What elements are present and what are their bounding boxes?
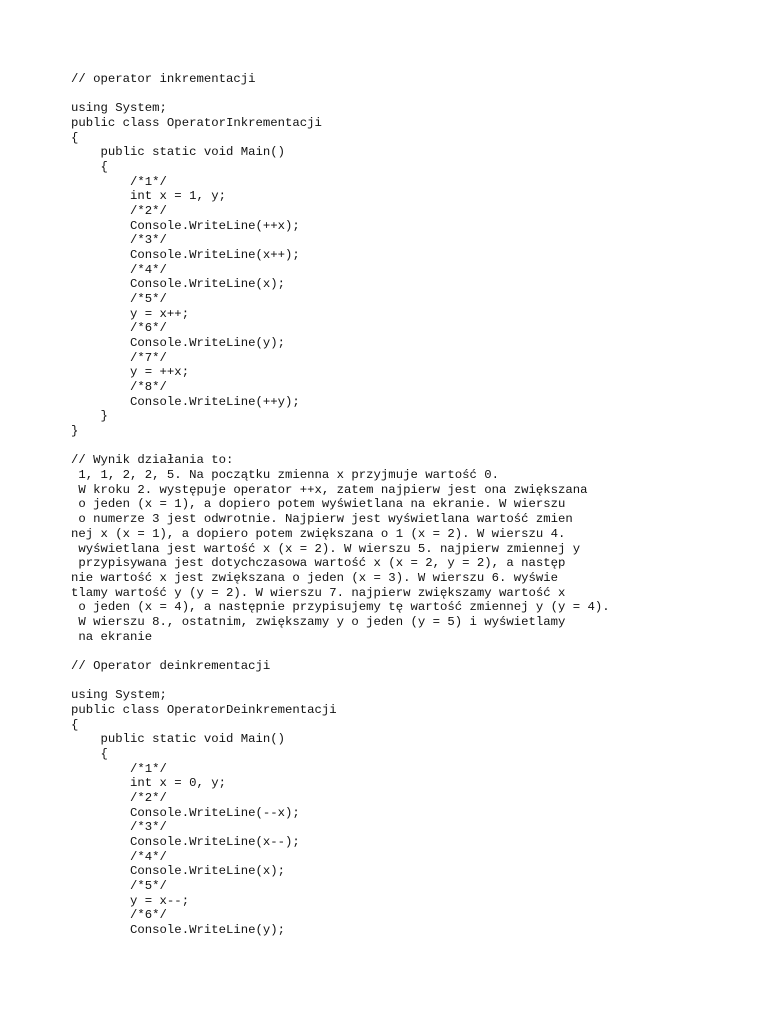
text-line: } — [71, 409, 108, 424]
text-line: /*2*/ — [71, 204, 167, 219]
text-line: tlamy wartość y (y = 2). W wierszu 7. najpierw zwiększamy wartość x — [71, 585, 566, 600]
text-line — [71, 439, 610, 454]
text-line: na ekranie — [71, 629, 153, 644]
text-line: /*6*/ — [71, 908, 167, 923]
text-line: // Operator deinkrementacji — [71, 658, 271, 673]
text-line: nej x (x = 1), a dopiero potem zwiększana o 1 (x = 2). W wierszu 4. — [71, 526, 566, 541]
text-line: o jeden (x = 1), a dopiero potem wyświetlana na ekranie. W wierszu — [71, 497, 566, 512]
text-line: 1, 1, 2, 2, 5. Na początku zmienna x przyjmuje wartość 0. — [71, 468, 500, 483]
text-line: public static void Main() — [71, 145, 286, 160]
text-line: Console.WriteLine(--x); — [71, 805, 300, 820]
text-line: /*4*/ — [71, 849, 167, 864]
text-line — [71, 674, 610, 689]
text-line: int x = 0, y; — [71, 776, 226, 791]
text-line: { — [71, 130, 79, 145]
text-line: Console.WriteLine(++x); — [71, 218, 300, 233]
text-line: y = ++x; — [71, 365, 190, 380]
code-listing — [71, 72, 610, 938]
text-line: int x = 1, y; — [71, 189, 226, 204]
text-line: y = x++; — [71, 306, 190, 321]
text-line: /*3*/ — [71, 820, 167, 835]
text-line: Console.WriteLine(y); — [71, 922, 286, 937]
text-line: Console.WriteLine(x); — [71, 864, 286, 879]
text-line: } — [71, 424, 79, 439]
text-line: Console.WriteLine(++y); — [71, 394, 300, 409]
text-line: /*8*/ — [71, 380, 167, 395]
text-line: using System; — [71, 101, 167, 116]
text-line: public static void Main() — [71, 732, 286, 747]
text-line: /*4*/ — [71, 262, 167, 277]
text-line: { — [71, 717, 79, 732]
text-line: o numerze 3 jest odwrotnie. Najpierw jest wyświetlana wartość zmien — [71, 512, 573, 527]
text-line: Console.WriteLine(x++); — [71, 248, 300, 263]
text-line: { — [71, 160, 108, 175]
text-line: using System; — [71, 688, 167, 703]
text-line: /*5*/ — [71, 292, 167, 307]
text-line: // Wynik działania to: — [71, 453, 234, 468]
text-line: Console.WriteLine(y); — [71, 336, 286, 351]
text-line: // operator inkrementacji — [71, 72, 256, 86]
text-line: o jeden (x = 4), a następnie przypisujemy tę wartość zmiennej y (y = 4). — [71, 600, 610, 615]
text-line: /*2*/ — [71, 790, 167, 805]
text-line: public class OperatorInkrementacji — [71, 116, 322, 131]
text-line: /*5*/ — [71, 878, 167, 893]
text-line: /*6*/ — [71, 321, 167, 336]
text-line: przypisywana jest dotychczasowa wartość x (x = 2, y = 2), a następ — [71, 556, 566, 571]
text-line: /*1*/ — [71, 761, 167, 776]
text-line: /*1*/ — [71, 174, 167, 189]
text-line: W kroku 2. występuje operator ++x, zatem najpierw jest ona zwiększana — [71, 482, 588, 497]
text-line — [71, 644, 610, 659]
text-line: y = x--; — [71, 893, 190, 908]
text-line: Console.WriteLine(x--); — [71, 834, 300, 849]
text-line: /*7*/ — [71, 350, 167, 365]
text-line: Console.WriteLine(x); — [71, 277, 286, 292]
text-line: W wierszu 8., ostatnim, zwiększamy y o jeden (y = 5) i wyświetlamy — [71, 614, 566, 629]
text-line: nie wartość x jest zwiększana o jeden (x = 3). W wierszu 6. wyświe — [71, 570, 559, 585]
text-line: { — [71, 746, 108, 761]
text-line: wyświetlana jest wartość x (x = 2). W wierszu 5. najpierw zmiennej y — [71, 541, 581, 556]
text-line: /*3*/ — [71, 233, 167, 248]
text-line — [71, 87, 610, 102]
text-line: public class OperatorDeinkrementacji — [71, 702, 337, 717]
